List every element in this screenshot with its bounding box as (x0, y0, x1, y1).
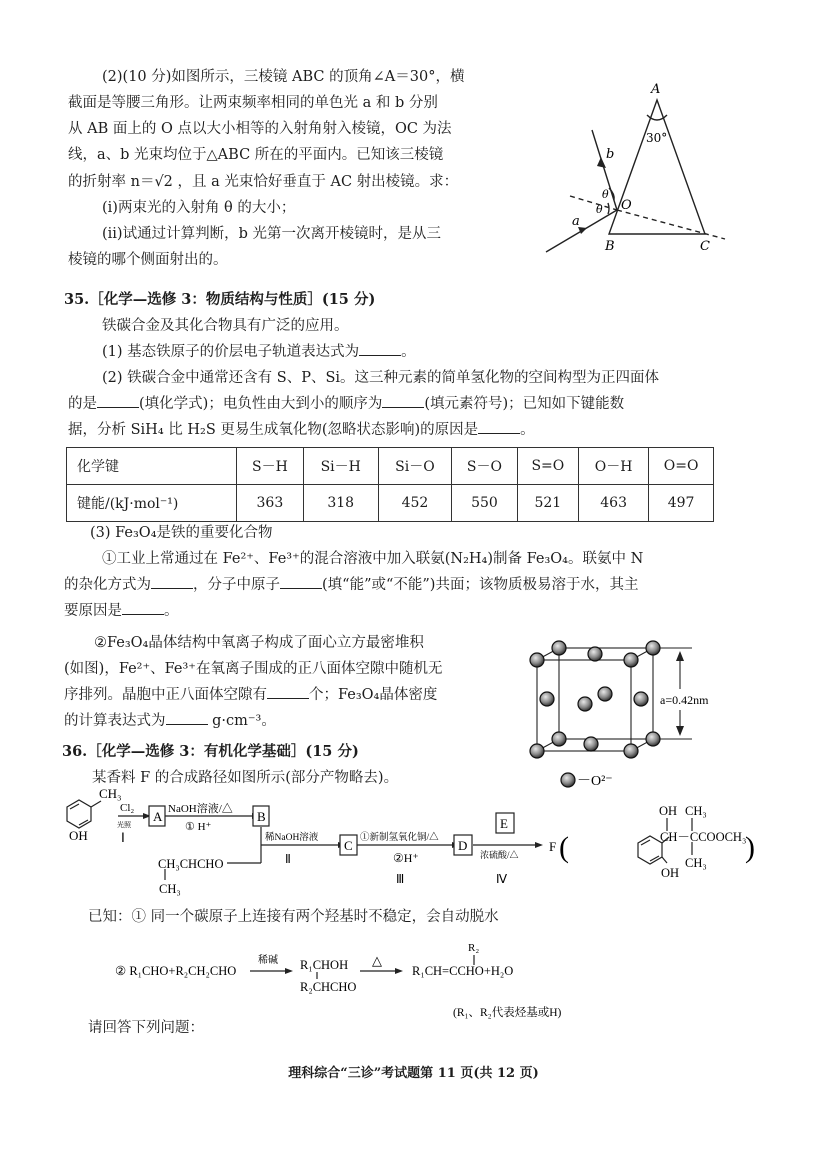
q35-part2-line3 (68, 420, 535, 440)
table-row (67, 448, 714, 485)
text: 。 (520, 422, 535, 438)
q36-title: 36.［化学—选修 3：有机化学基础］(15 分) (62, 743, 359, 760)
text: ，分子中原子 (193, 577, 280, 593)
step1-number: Ⅰ (121, 830, 125, 845)
table-header: 键能/(kJ·mol⁻¹) (67, 485, 237, 522)
step2-reagent: 稀NaOH溶液 (265, 833, 319, 843)
start-ch3: CH₃ (99, 786, 122, 801)
q35-part3-1-line3 (64, 601, 179, 621)
answer-blank[interactable] (280, 575, 322, 589)
punct: 。 (401, 344, 416, 360)
products: R₁CH=CCHO+H₂O (412, 964, 514, 978)
text: (填元素符号)；已知如下键能数 (424, 396, 625, 412)
arrow-icon (285, 968, 293, 974)
step-ab-reagent: NaOH溶液/△ (168, 803, 233, 815)
energy-cell: 521 (517, 485, 578, 522)
bond-cell: O=O (649, 448, 714, 485)
arrow-icon (395, 968, 403, 974)
q35-part2-line1: (2) 铁碳合金中通常还含有 S、P、Si。这三种元素的简单氢化物的空间构型为正四面体 (102, 370, 660, 386)
q35-part3-1-line2 (64, 575, 638, 595)
f-chain: CH－CCOOCH₃ (660, 830, 747, 844)
step4-number: Ⅳ (496, 872, 508, 886)
physics-line-6: (ⅰ)两束光的入射角 θ 的大小； (102, 200, 296, 216)
start-oh: OH (69, 828, 88, 843)
oxygen-legend: －O²⁻ (577, 774, 613, 789)
text: 的计算表达式为 (64, 713, 166, 729)
page-footer: 理科综合“三诊”考试题第 11 页(共 12 页) (288, 1066, 539, 1081)
step1-reagent: Cl₂ (120, 802, 135, 814)
reactants: ② R₁CHO+R₂CH₂CHO (115, 964, 237, 978)
step2-number: Ⅱ (285, 852, 291, 866)
q36-intro: 某香料 F 的合成路径如图所示(部分产物略去)。 (92, 770, 399, 786)
physics-line-7: (ⅱ)试通过计算判断，b 光第一次离开棱镜时，是从三 (102, 226, 441, 242)
step4-reagent: 浓硫酸/△ (480, 850, 519, 860)
label-B: B (605, 239, 615, 254)
compound-d: D (458, 838, 468, 853)
q35-intro: 铁碳合金及其化合物具有广泛的应用。 (102, 318, 349, 334)
bond-energy-table (66, 447, 714, 522)
step3-reagent: ①新制氢氧化铜/△ (360, 833, 439, 843)
condition-dilute-base: 稀碱 (258, 955, 278, 966)
compound-b: B (257, 809, 266, 824)
aldehyde: CH₃CHCHO (158, 857, 224, 871)
f-oh-ring: OH (661, 866, 680, 880)
compound-c: C (344, 838, 353, 853)
q35-part2-line2 (68, 394, 624, 414)
known-1: 已知：① 同一个碳原子上连接有两个羟基时不稳定，会自动脱水 (88, 909, 499, 925)
arrow-icon (535, 842, 543, 848)
q35-part3-2-line3 (64, 685, 437, 705)
bond-cell: Si－O (378, 448, 452, 485)
q35-part1 (102, 342, 416, 362)
q35-title: 35.［化学—选修 3：物质结构与性质］(15 分) (64, 291, 376, 308)
energy-cell: 463 (579, 485, 649, 522)
text: 。 (164, 603, 179, 619)
bond-cell: O－H (579, 448, 649, 485)
step1-condition: 光照 (117, 821, 131, 829)
lattice-constant-label: a=0.42nm (660, 693, 709, 707)
answer-blank[interactable] (166, 711, 208, 725)
product-r2: R₂ (468, 942, 480, 954)
physics-line-3: 从 AB 面上的 O 点以大小相等的入射角射入棱镜，OC 为法 (68, 121, 452, 137)
text: (填“能”或“不能”)共面；该物质极易溶于水，其主 (322, 577, 639, 593)
text: 序排列。晶胞中正八面体空隙有 (64, 687, 267, 703)
q35-part3-2-line2: (如图)，Fe²⁺、Fe³⁺在氧离子围成的正八面体空隙中随机无 (64, 661, 443, 677)
physics-line-4: 线，a、b 光束均位于△ABC 所在的平面内。已知该三棱镜 (68, 147, 444, 163)
energy-cell: 550 (452, 485, 517, 522)
text: 个；Fe₃O₄晶体密度 (309, 687, 438, 703)
physics-line-5: 的折射率 n＝√2 ，且 a 光束恰好垂直于 AC 射出棱镜。求： (68, 174, 459, 190)
step3-number: Ⅲ (396, 872, 405, 886)
table-row (67, 485, 714, 522)
ray-b-arrow (597, 157, 606, 168)
normal-left (570, 196, 617, 210)
text: 据，分析 SiH₄ 比 H₂S 更易生成氧化物(忽略状态影响)的原因是 (68, 422, 479, 438)
q35-part3-2-line4 (64, 711, 276, 731)
compound-a: A (153, 809, 163, 824)
answer-blank[interactable] (359, 342, 401, 356)
q35-part3-2-line1: ②Fe₃O₄晶体结构中氧离子构成了面心立方最密堆积 (94, 635, 424, 651)
energy-cell: 452 (378, 485, 452, 522)
compound-e: E (500, 816, 508, 831)
bond-cell: Si－H (303, 448, 378, 485)
label-C: C (700, 239, 710, 254)
arrow-down-icon (676, 726, 684, 736)
f-oh-top: OH (659, 804, 678, 818)
label-theta-1: θ (602, 188, 609, 201)
condition-heat: △ (372, 953, 382, 968)
step-ab-acid: ① H⁺ (185, 821, 212, 833)
energy-cell: 318 (303, 485, 378, 522)
q35-part3: (3) Fe₃O₄是铁的重要化合物 (90, 525, 273, 541)
energy-cell: 497 (649, 485, 714, 522)
answer-blank[interactable] (122, 601, 164, 615)
bond-cell: S=O (517, 448, 578, 485)
table-header: 化学键 (67, 448, 237, 485)
synthesis-scheme (55, 785, 755, 905)
oxygen-atoms (530, 641, 660, 787)
bond-cell: S－O (452, 448, 517, 485)
q35-part1-text: (1) 基态铁原子的价层电子轨道表达式为 (102, 344, 360, 360)
label-O: O (621, 198, 632, 213)
text: 的是 (68, 396, 97, 412)
answer-blank[interactable] (267, 685, 309, 699)
q35-part3-1-line1: ①工业上常通过在 Fe²⁺、Fe³⁺的混合溶液中加入联氨(N₂H₄)制备 Fe₃O₄。联氨中 N (102, 551, 644, 567)
paren-left: ( (559, 831, 569, 864)
crystal-cell-figure (510, 625, 740, 810)
bond-cell: S－H (237, 448, 304, 485)
text: 的杂化方式为 (64, 577, 151, 593)
f-ch3-bottom: CH₃ (685, 856, 707, 870)
label-b: b (606, 147, 615, 162)
answer-blank[interactable] (382, 394, 424, 408)
physics-line-1: (2)(10 分)如图所示，三棱镜 ABC 的顶角∠A＝30°，横 (102, 69, 465, 85)
physics-line-8: 棱镜的哪个侧面射出的。 (68, 252, 228, 268)
answer-prompt: 请回答下列问题： (88, 1020, 204, 1036)
prism-figure (530, 70, 770, 270)
label-a: a (572, 214, 580, 229)
answer-blank[interactable] (478, 420, 520, 434)
r-group-note: (R₁、R₂代表烃基或H) (453, 1007, 562, 1019)
energy-cell: 363 (237, 485, 304, 522)
arrow-up-icon (676, 651, 684, 661)
answer-blank[interactable] (97, 394, 139, 408)
theta-arc-a (608, 203, 609, 214)
label-A: A (651, 82, 661, 97)
physics-line-2: 截面是等腰三角形。让两束频率相同的单色光 a 和 b 分别 (68, 95, 438, 111)
compound-f-label: F (549, 839, 557, 854)
paren-right: ) (745, 831, 755, 864)
text: 要原因是 (64, 603, 122, 619)
f-ch3-top: CH₃ (685, 804, 707, 818)
text: g·cm⁻³。 (212, 713, 276, 729)
label-angle: 30° (646, 131, 668, 145)
intermediate-bottom: R₂CHCHO (300, 980, 357, 994)
label-theta-2: θ (596, 203, 603, 216)
intermediate-top: R₁CHOH (300, 958, 349, 972)
text: (填化学式)；电负性由大到小的顺序为 (139, 396, 383, 412)
step3-acid: ②H⁺ (393, 851, 419, 865)
answer-blank[interactable] (151, 575, 193, 589)
aldehyde-branch: CH₃ (159, 882, 181, 896)
known-2-reaction (60, 935, 680, 1025)
